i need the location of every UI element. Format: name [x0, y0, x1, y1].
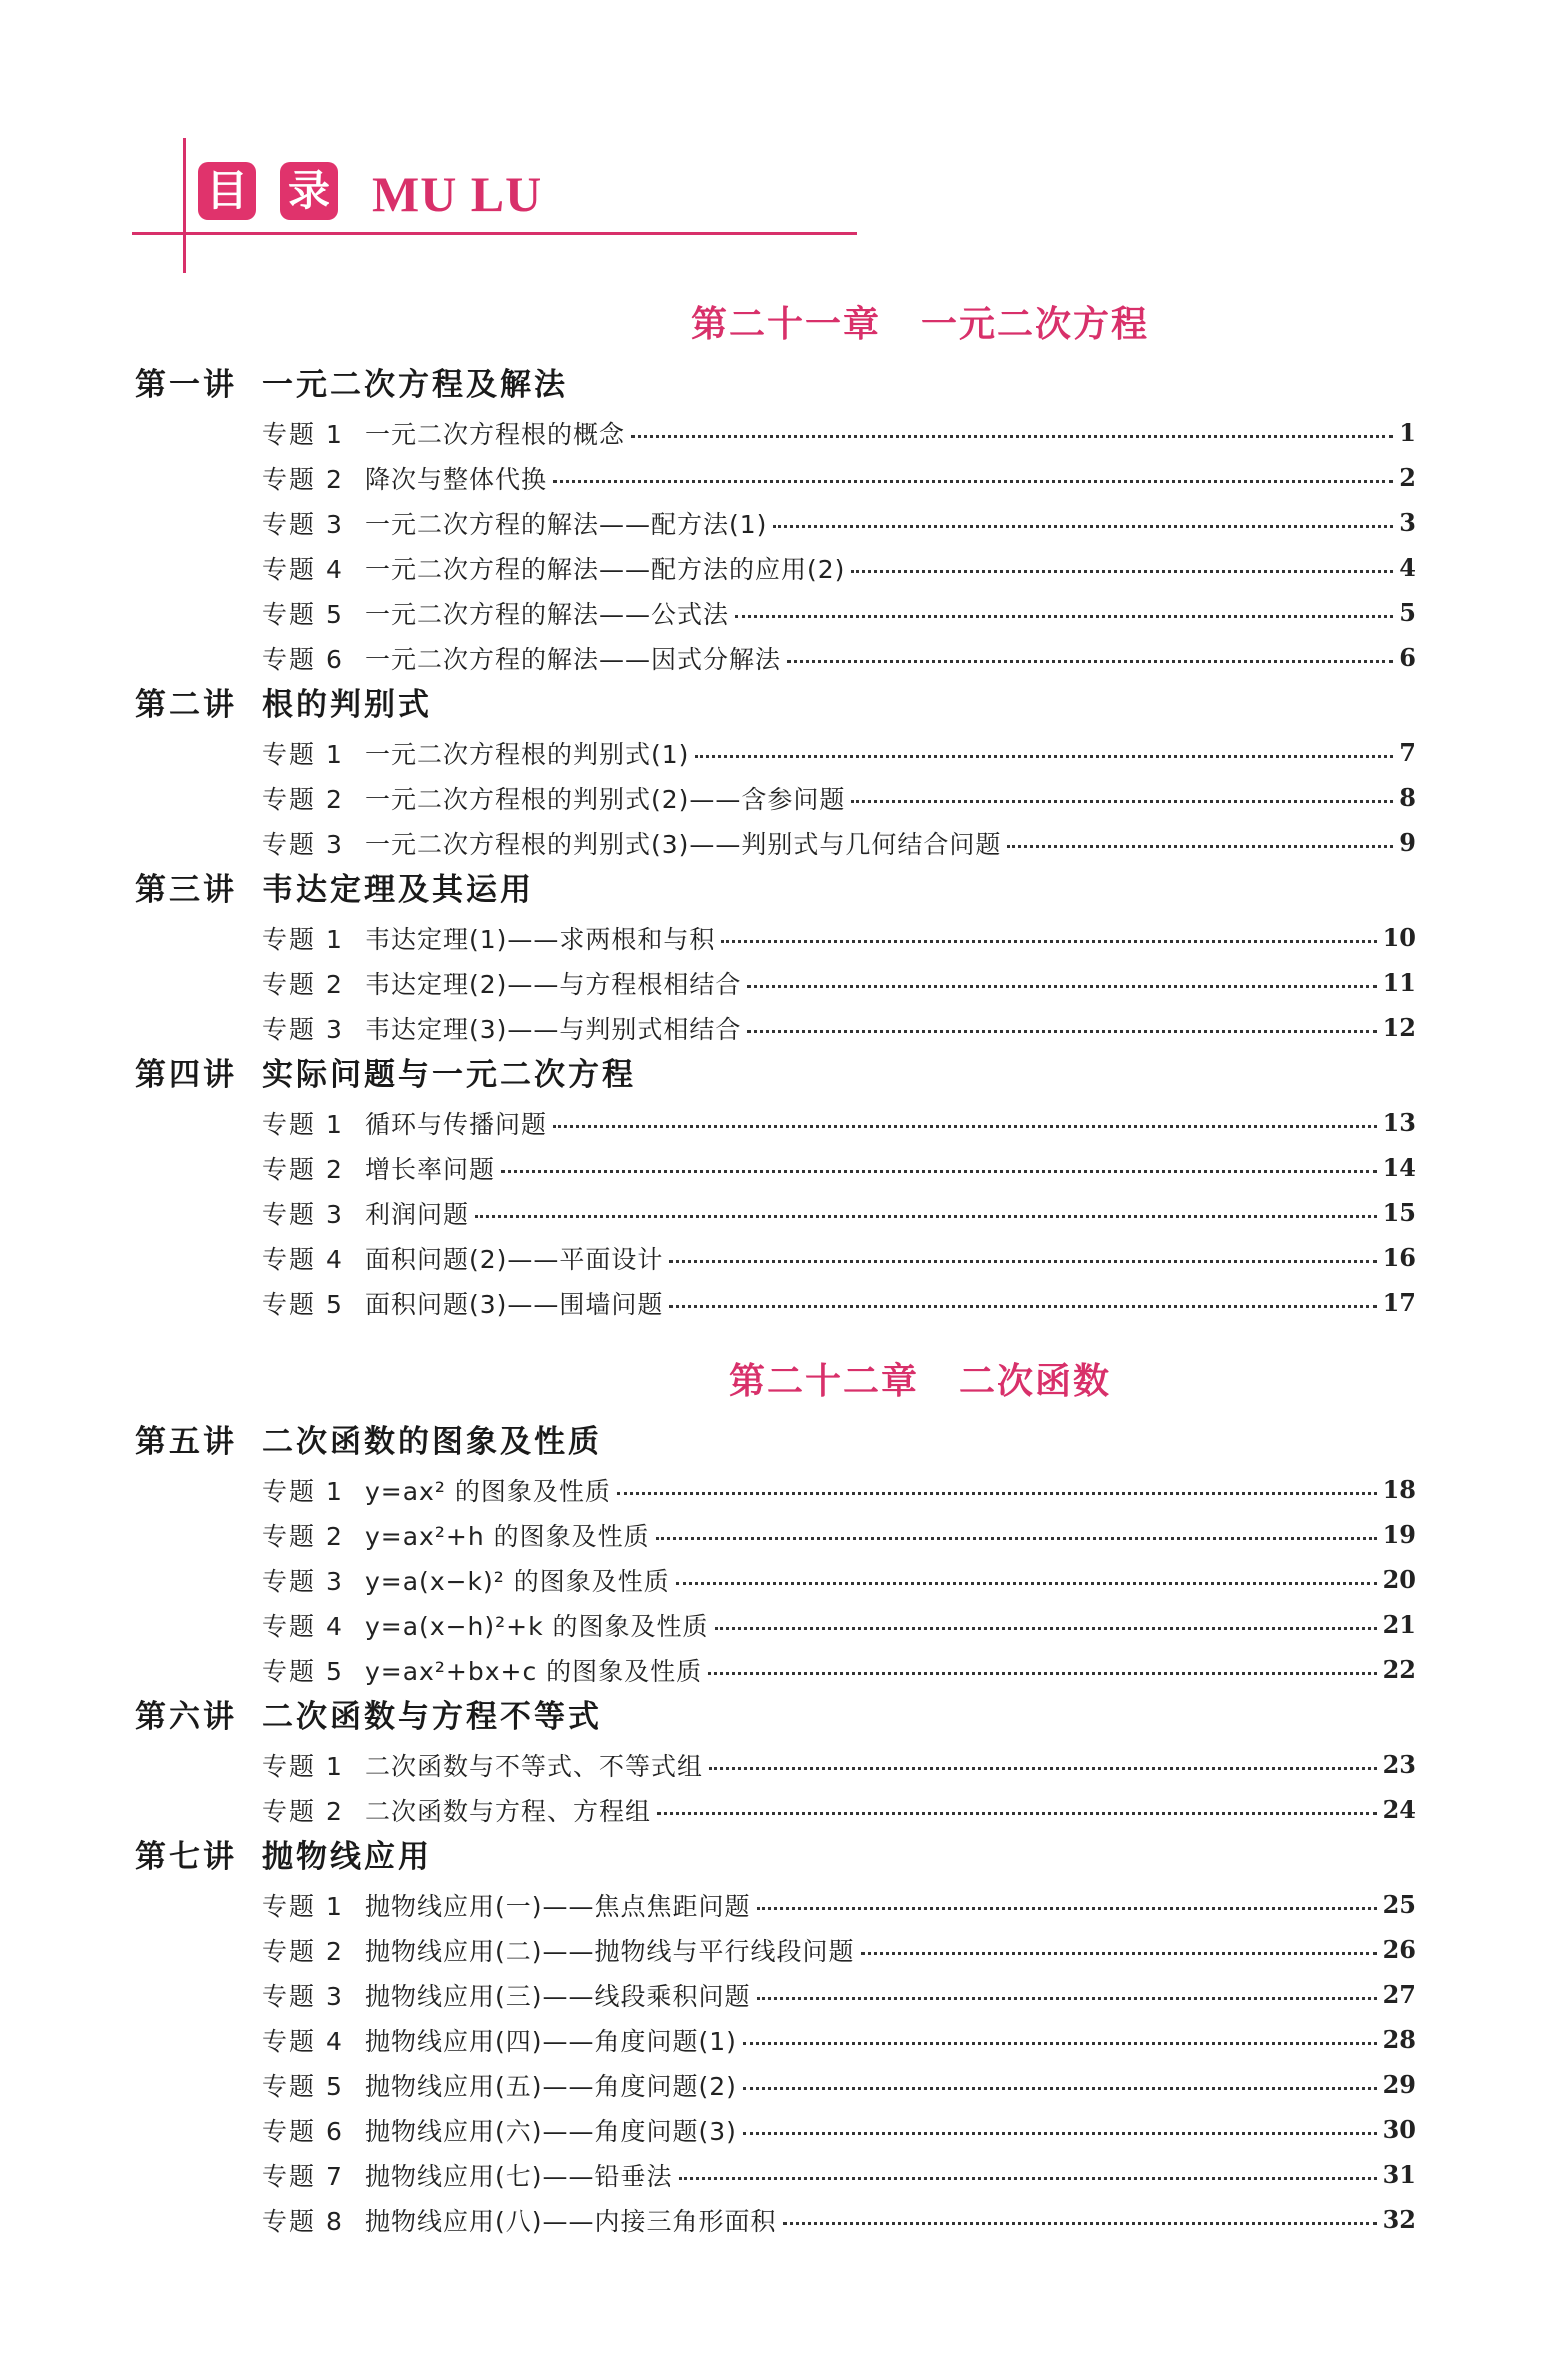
topic-number: 专题 1 [262, 1751, 344, 1781]
topic-number: 专题 2 [262, 1936, 344, 1966]
topic-title: 一元二次方程根的判别式(1) [365, 739, 690, 769]
topic-title: 一元二次方程的解法——公式法 [365, 599, 730, 629]
dot-leader [501, 1170, 1377, 1173]
lecture-number: 第三讲 [135, 872, 237, 908]
lecture-title: 二次函数的图象及性质 [262, 1424, 602, 1460]
toc-entry[interactable] [0, 915, 1560, 960]
toc-entry[interactable] [0, 2152, 1560, 2197]
toc-entry[interactable] [0, 500, 1560, 545]
topic-number: 专题 1 [262, 924, 344, 954]
toc-entry[interactable] [0, 2062, 1560, 2107]
lecture-number: 第四讲 [135, 1057, 237, 1093]
title-char-box-2: 录 [280, 162, 338, 220]
lecture-number: 第一讲 [135, 367, 237, 403]
toc-entry[interactable] [0, 1882, 1560, 1927]
topic-number: 专题 1 [262, 739, 344, 769]
topic-title: y=a(x−k)² 的图象及性质 [365, 1566, 670, 1596]
lecture-heading [0, 360, 1560, 410]
dot-leader [851, 570, 1393, 573]
page-number: 31 [1382, 2160, 1416, 2189]
topic-number: 专题 3 [262, 1199, 344, 1229]
chapter-heading [0, 1347, 1560, 1417]
dot-leader [1007, 845, 1393, 848]
chapter-subtitle: 一元二次方程 [921, 304, 1150, 345]
lecture-heading [0, 1832, 1560, 1882]
dot-leader [861, 1952, 1377, 1955]
lecture-title: 根的判别式 [262, 687, 432, 723]
topic-title: 降次与整体代换 [365, 464, 548, 494]
topic-title: 一元二次方程的解法——因式分解法 [365, 644, 782, 674]
lecture-heading [0, 1692, 1560, 1742]
page-number: 22 [1382, 1655, 1416, 1684]
dot-leader [617, 1492, 1377, 1495]
toc-entry[interactable] [0, 1145, 1560, 1190]
toc-entry[interactable] [0, 1100, 1560, 1145]
lecture-heading [0, 680, 1560, 730]
page-number: 10 [1382, 923, 1416, 952]
topic-title: y=ax²+h 的图象及性质 [365, 1521, 650, 1551]
dot-leader [695, 755, 1393, 758]
topic-number: 专题 1 [262, 1891, 344, 1921]
topic-number: 专题 4 [262, 554, 344, 584]
page-number: 12 [1382, 1013, 1416, 1042]
toc-entry[interactable] [0, 2017, 1560, 2062]
topic-number: 专题 4 [262, 1244, 344, 1274]
dot-leader [747, 1030, 1376, 1033]
topic-title: 抛物线应用(六)——角度问题(3) [365, 2116, 737, 2146]
topic-title: 二次函数与不等式、不等式组 [365, 1751, 704, 1781]
toc-entry[interactable] [0, 1005, 1560, 1050]
topic-title: y=ax² 的图象及性质 [365, 1476, 611, 1506]
topic-title: 增长率问题 [365, 1154, 496, 1184]
dot-leader [475, 1215, 1377, 1218]
toc-entry[interactable] [0, 1742, 1560, 1787]
toc-entry[interactable] [0, 1190, 1560, 1235]
dot-leader [743, 2132, 1377, 2135]
header-horizontal-rule [132, 232, 857, 235]
dot-leader [715, 1627, 1377, 1630]
topic-title: 一元二次方程根的判别式(2)——含参问题 [365, 784, 846, 814]
topic-number: 专题 6 [262, 644, 344, 674]
lecture-title: 韦达定理及其运用 [262, 872, 534, 908]
dot-leader [657, 1812, 1377, 1815]
toc-entry[interactable] [0, 2197, 1560, 2242]
title-latin: MU LU [372, 166, 543, 222]
dot-leader [679, 2177, 1377, 2180]
toc-entry[interactable] [0, 1467, 1560, 1512]
toc-entry[interactable] [0, 1972, 1560, 2017]
topic-title: 一元二次方程的解法——配方法(1) [365, 509, 768, 539]
page-number: 27 [1382, 1980, 1416, 2009]
topic-title: 一元二次方程根的判别式(3)——判别式与几何结合问题 [365, 829, 1002, 859]
toc-entry[interactable] [0, 1512, 1560, 1557]
lecture-heading [0, 865, 1560, 915]
toc-entry[interactable] [0, 820, 1560, 865]
topic-title: 抛物线应用(八)——内接三角形面积 [365, 2206, 777, 2236]
topic-number: 专题 5 [262, 2071, 344, 2101]
topic-number: 专题 3 [262, 1014, 344, 1044]
page-number: 4 [1399, 553, 1416, 582]
topic-number: 专题 3 [262, 509, 344, 539]
page-number: 9 [1399, 828, 1416, 857]
dot-leader [757, 1997, 1377, 2000]
page-number: 14 [1382, 1153, 1416, 1182]
toc-entry[interactable] [0, 410, 1560, 455]
dot-leader [721, 940, 1376, 943]
page-number: 17 [1382, 1288, 1416, 1317]
topic-title: 二次函数与方程、方程组 [365, 1796, 652, 1826]
page-number: 15 [1382, 1198, 1416, 1227]
topic-number: 专题 4 [262, 1611, 344, 1641]
toc-entry[interactable] [0, 1787, 1560, 1832]
chapter-title: 第二十一章 [690, 304, 881, 345]
topic-title: 循环与传播问题 [365, 1109, 548, 1139]
dot-leader [783, 2222, 1377, 2225]
topic-title: 韦达定理(1)——求两根和与积 [365, 924, 716, 954]
dot-leader [743, 2042, 1377, 2045]
topic-number: 专题 1 [262, 419, 344, 449]
lecture-heading [0, 1417, 1560, 1467]
page-number: 13 [1382, 1108, 1416, 1137]
chapter-subtitle: 二次函数 [959, 1361, 1112, 1402]
topic-number: 专题 4 [262, 2026, 344, 2056]
topic-number: 专题 5 [262, 1289, 344, 1319]
toc-entry[interactable] [0, 1647, 1560, 1692]
lecture-number: 第二讲 [135, 687, 237, 723]
title-char-box-1: 目 [198, 162, 256, 220]
topic-number: 专题 2 [262, 1796, 344, 1826]
dot-leader [851, 800, 1393, 803]
toc-entry[interactable] [0, 1602, 1560, 1647]
page-number: 21 [1382, 1610, 1416, 1639]
topic-number: 专题 6 [262, 2116, 344, 2146]
topic-number: 专题 5 [262, 599, 344, 629]
topic-title: y=ax²+bx+c 的图象及性质 [365, 1656, 703, 1686]
topic-number: 专题 8 [262, 2206, 344, 2236]
page-number: 3 [1399, 508, 1416, 537]
topic-title: 一元二次方程根的概念 [365, 419, 626, 449]
topic-title: y=a(x−h)²+k 的图象及性质 [365, 1611, 709, 1641]
toc-header [0, 0, 1560, 290]
dot-leader [553, 1125, 1377, 1128]
dot-leader [676, 1582, 1377, 1585]
dot-leader [709, 1767, 1377, 1770]
topic-number: 专题 7 [262, 2161, 344, 2191]
toc-entry[interactable] [0, 455, 1560, 500]
toc-content [0, 290, 1560, 2242]
lecture-title: 一元二次方程及解法 [262, 367, 568, 403]
page-number: 5 [1399, 598, 1416, 627]
page-number: 28 [1382, 2025, 1416, 2054]
topic-number: 专题 1 [262, 1476, 344, 1506]
topic-title: 抛物线应用(二)——抛物线与平行线段问题 [365, 1936, 855, 1966]
header-vertical-rule [183, 138, 186, 273]
topic-number: 专题 2 [262, 1521, 344, 1551]
topic-number: 专题 3 [262, 1981, 344, 2011]
lecture-number: 第五讲 [135, 1424, 237, 1460]
toc-entry[interactable] [0, 730, 1560, 775]
dot-leader [773, 525, 1393, 528]
lecture-heading [0, 1050, 1560, 1100]
lecture-number: 第六讲 [135, 1699, 237, 1735]
topic-number: 专题 2 [262, 464, 344, 494]
dot-leader [757, 1907, 1377, 1910]
page-number: 25 [1382, 1890, 1416, 1919]
dot-leader [553, 480, 1393, 483]
topic-title: 抛物线应用(五)——角度问题(2) [365, 2071, 737, 2101]
lecture-title: 实际问题与一元二次方程 [262, 1057, 636, 1093]
chapter-heading [0, 290, 1560, 360]
topic-title: 面积问题(3)——围墙问题 [365, 1289, 664, 1319]
dot-leader [656, 1537, 1377, 1540]
page-number: 1 [1399, 418, 1416, 447]
topic-title: 抛物线应用(三)——线段乘积问题 [365, 1981, 751, 2011]
topic-title: 抛物线应用(一)——焦点焦距问题 [365, 1891, 751, 1921]
toc-entry[interactable] [0, 1235, 1560, 1280]
topic-title: 韦达定理(2)——与方程根相结合 [365, 969, 742, 999]
page-number: 24 [1382, 1795, 1416, 1824]
topic-number: 专题 1 [262, 1109, 344, 1139]
topic-number: 专题 2 [262, 784, 344, 814]
page-number: 32 [1382, 2205, 1416, 2234]
lecture-title: 抛物线应用 [262, 1839, 432, 1875]
page-number: 26 [1382, 1935, 1416, 1964]
toc-entry[interactable] [0, 545, 1560, 590]
topic-title: 抛物线应用(四)——角度问题(1) [365, 2026, 737, 2056]
page-number: 19 [1382, 1520, 1416, 1549]
dot-leader [743, 2087, 1377, 2090]
topic-number: 专题 2 [262, 969, 344, 999]
topic-number: 专题 5 [262, 1656, 344, 1686]
lecture-title: 二次函数与方程不等式 [262, 1699, 602, 1735]
topic-number: 专题 3 [262, 829, 344, 859]
page-number: 2 [1399, 463, 1416, 492]
toc-entry[interactable] [0, 1280, 1560, 1325]
topic-title: 抛物线应用(七)——铅垂法 [365, 2161, 673, 2191]
topic-title: 一元二次方程的解法——配方法的应用(2) [365, 554, 846, 584]
dot-leader [747, 985, 1376, 988]
topic-number: 专题 2 [262, 1154, 344, 1184]
page-number: 30 [1382, 2115, 1416, 2144]
page-number: 7 [1399, 738, 1416, 767]
toc-entry[interactable] [0, 960, 1560, 1005]
topic-title: 韦达定理(3)——与判别式相结合 [365, 1014, 742, 1044]
dot-leader [787, 660, 1393, 663]
chapter-title: 第二十二章 [728, 1361, 919, 1402]
page-number: 11 [1382, 968, 1416, 997]
dot-leader [669, 1305, 1376, 1308]
toc-entry[interactable] [0, 1927, 1560, 1972]
topic-title: 面积问题(2)——平面设计 [365, 1244, 664, 1274]
dot-leader [708, 1672, 1376, 1675]
toc-entry[interactable] [0, 635, 1560, 680]
toc-entry[interactable] [0, 590, 1560, 635]
page-number: 8 [1399, 783, 1416, 812]
page-number: 23 [1382, 1750, 1416, 1779]
toc-entry[interactable] [0, 775, 1560, 820]
topic-number: 专题 3 [262, 1566, 344, 1596]
lecture-number: 第七讲 [135, 1839, 237, 1875]
page-number: 29 [1382, 2070, 1416, 2099]
toc-entry[interactable] [0, 2107, 1560, 2152]
page-number: 16 [1382, 1243, 1416, 1272]
page-number: 20 [1382, 1565, 1416, 1594]
page-number: 6 [1399, 643, 1416, 672]
dot-leader [631, 435, 1393, 438]
topic-title: 利润问题 [365, 1199, 470, 1229]
dot-leader [735, 615, 1393, 618]
dot-leader [669, 1260, 1376, 1263]
page-number: 18 [1382, 1475, 1416, 1504]
toc-entry[interactable] [0, 1557, 1560, 1602]
